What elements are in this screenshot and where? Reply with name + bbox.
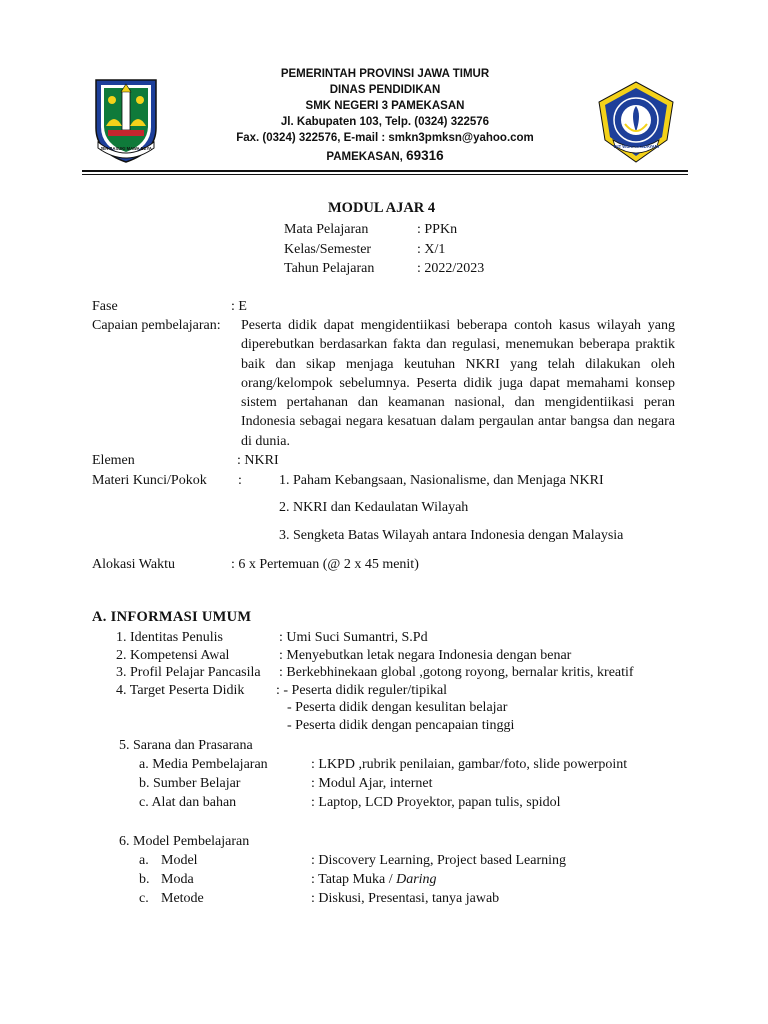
logo-motto: JER BASUKI MAWA BEYA xyxy=(100,146,152,151)
materi-colon: : xyxy=(238,473,242,488)
info-umum-value: : Berkebhinekaan global ,gotong royong, bernalar kritis, kreatif xyxy=(279,665,634,680)
materi-item: 3. Sengketa Batas Wilayah antara Indonesia dengan Malaysia xyxy=(279,528,624,543)
model-letter: c. xyxy=(139,891,149,906)
kop-line: DINAS PENDIDIKAN xyxy=(329,84,441,96)
materi-label: Materi Kunci/Pokok xyxy=(92,473,207,488)
capaian-text: Peserta didik dapat mengidentiikasi beberapa contoh kasus wilayah yang diperebutkan berdasarkan fakta dan regulasi, menemukan beberapa praktik baik dan sikap menjaga keutuhan NKRI yang telah dilakukan oleh orang/kelompok sebelumnya. Peserta didik juga dapat memahami konsep sistem pertahanan dan keamanan nasional, dan mengidentiikasi peran Indonesia sebagai negara kesatuan dalam pergaulan antar bangsa dan negara di dunia. xyxy=(241,318,675,449)
letterhead-rule-thin xyxy=(82,174,688,175)
info-value: : X/1 xyxy=(417,242,446,257)
model-value-italic: Daring xyxy=(396,872,437,887)
info-label: Mata Pelajaran xyxy=(284,222,369,237)
capaian-label: Capaian pembelajaran: xyxy=(92,318,221,333)
materi-item: 1. Paham Kebangsaan, Nasionalisme, dan Menjaga NKRI xyxy=(279,473,604,488)
sarana-value: : Laptop, LCD Proyektor, papan tulis, spidol xyxy=(311,795,561,810)
model-value-line xyxy=(311,870,437,889)
kop-city-line xyxy=(180,148,590,165)
target-extra: - Peserta didik dengan kesulitan belajar xyxy=(287,700,508,715)
sarana-label: c. Alat dan bahan xyxy=(139,795,237,810)
sarana-label: a. Media Pembelajaran xyxy=(139,757,268,772)
kop-city: PAMEKASAN, xyxy=(326,151,403,163)
materi-item: 2. NKRI dan Kedaulatan Wilayah xyxy=(279,500,469,515)
model-value: : Discovery Learning, Project based Learning xyxy=(311,853,567,868)
model-label: Model xyxy=(161,853,198,868)
info-umum-label: 1. Identitas Penulis xyxy=(116,630,223,645)
model-value: : Diskusi, Presentasi, tanya jawab xyxy=(311,891,500,906)
info-umum-label: 4. Target Peserta Didik xyxy=(116,683,245,698)
alokasi-value: : 6 x Pertemuan (@ 2 x 45 menit) xyxy=(231,557,419,572)
info-umum-label: 2. Kompetensi Awal xyxy=(116,648,230,663)
model-value: : Tatap Muka / xyxy=(311,872,397,887)
sarana-label: b. Sumber Belajar xyxy=(139,776,241,791)
info-value: : 2022/2023 xyxy=(417,261,485,276)
letterhead xyxy=(180,66,590,165)
info-value: : PPKn xyxy=(417,222,458,237)
kop-line: SMK NEGERI 3 PAMEKASAN xyxy=(305,100,465,112)
sarana-heading: 5. Sarana dan Prasarana xyxy=(119,738,253,753)
letterhead-rule-thick xyxy=(82,170,688,172)
kop-postcode: 69316 xyxy=(406,148,444,163)
model-heading: 6. Model Pembelajaran xyxy=(119,834,250,849)
fase-value: : E xyxy=(231,299,247,314)
info-umum-value: : Umi Suci Sumantri, S.Pd xyxy=(279,630,428,645)
model-letter: a. xyxy=(139,853,149,868)
kop-line: Fax. (0324) 322576, E-mail : smkn3pmksn@yahoo.com xyxy=(236,132,534,144)
section-a-heading: A. INFORMASI UMUM xyxy=(92,609,252,625)
elemen-label: Elemen xyxy=(92,453,135,468)
sarana-value: : Modul Ajar, internet xyxy=(311,776,433,791)
alokasi-label: Alokasi Waktu xyxy=(92,557,175,572)
info-label: Kelas/Semester xyxy=(284,242,372,257)
logo-ring-text: TUT WURI HANDAYANI xyxy=(613,144,659,149)
kop-line: Jl. Kabupaten 103, Telp. (0324) 322576 xyxy=(280,116,490,128)
info-umum-value: : Menyebutkan letak negara Indonesia dengan benar xyxy=(279,648,572,663)
jawa-timur-emblem-logo xyxy=(92,76,160,164)
module-title: MODUL AJAR 4 xyxy=(328,200,436,216)
sarana-value: : LKPD ,rubrik penilaian, gambar/foto, slide powerpoint xyxy=(311,757,628,772)
kop-line: PEMERINTAH PROVINSI JAWA TIMUR xyxy=(280,68,490,80)
info-label: Tahun Pelajaran xyxy=(284,261,375,276)
info-umum-label: 3. Profil Pelajar Pancasila xyxy=(116,665,261,680)
tut-wuri-handayani-logo xyxy=(595,80,677,164)
elemen-value: : NKRI xyxy=(237,453,279,468)
model-label: Metode xyxy=(161,891,204,906)
fase-label: Fase xyxy=(92,299,118,314)
target-extra: - Peserta didik dengan pencapaian tinggi xyxy=(287,718,515,733)
info-umum-value: : - Peserta didik reguler/tipikal xyxy=(276,683,448,698)
model-letter: b. xyxy=(139,872,150,887)
model-label: Moda xyxy=(161,872,194,887)
